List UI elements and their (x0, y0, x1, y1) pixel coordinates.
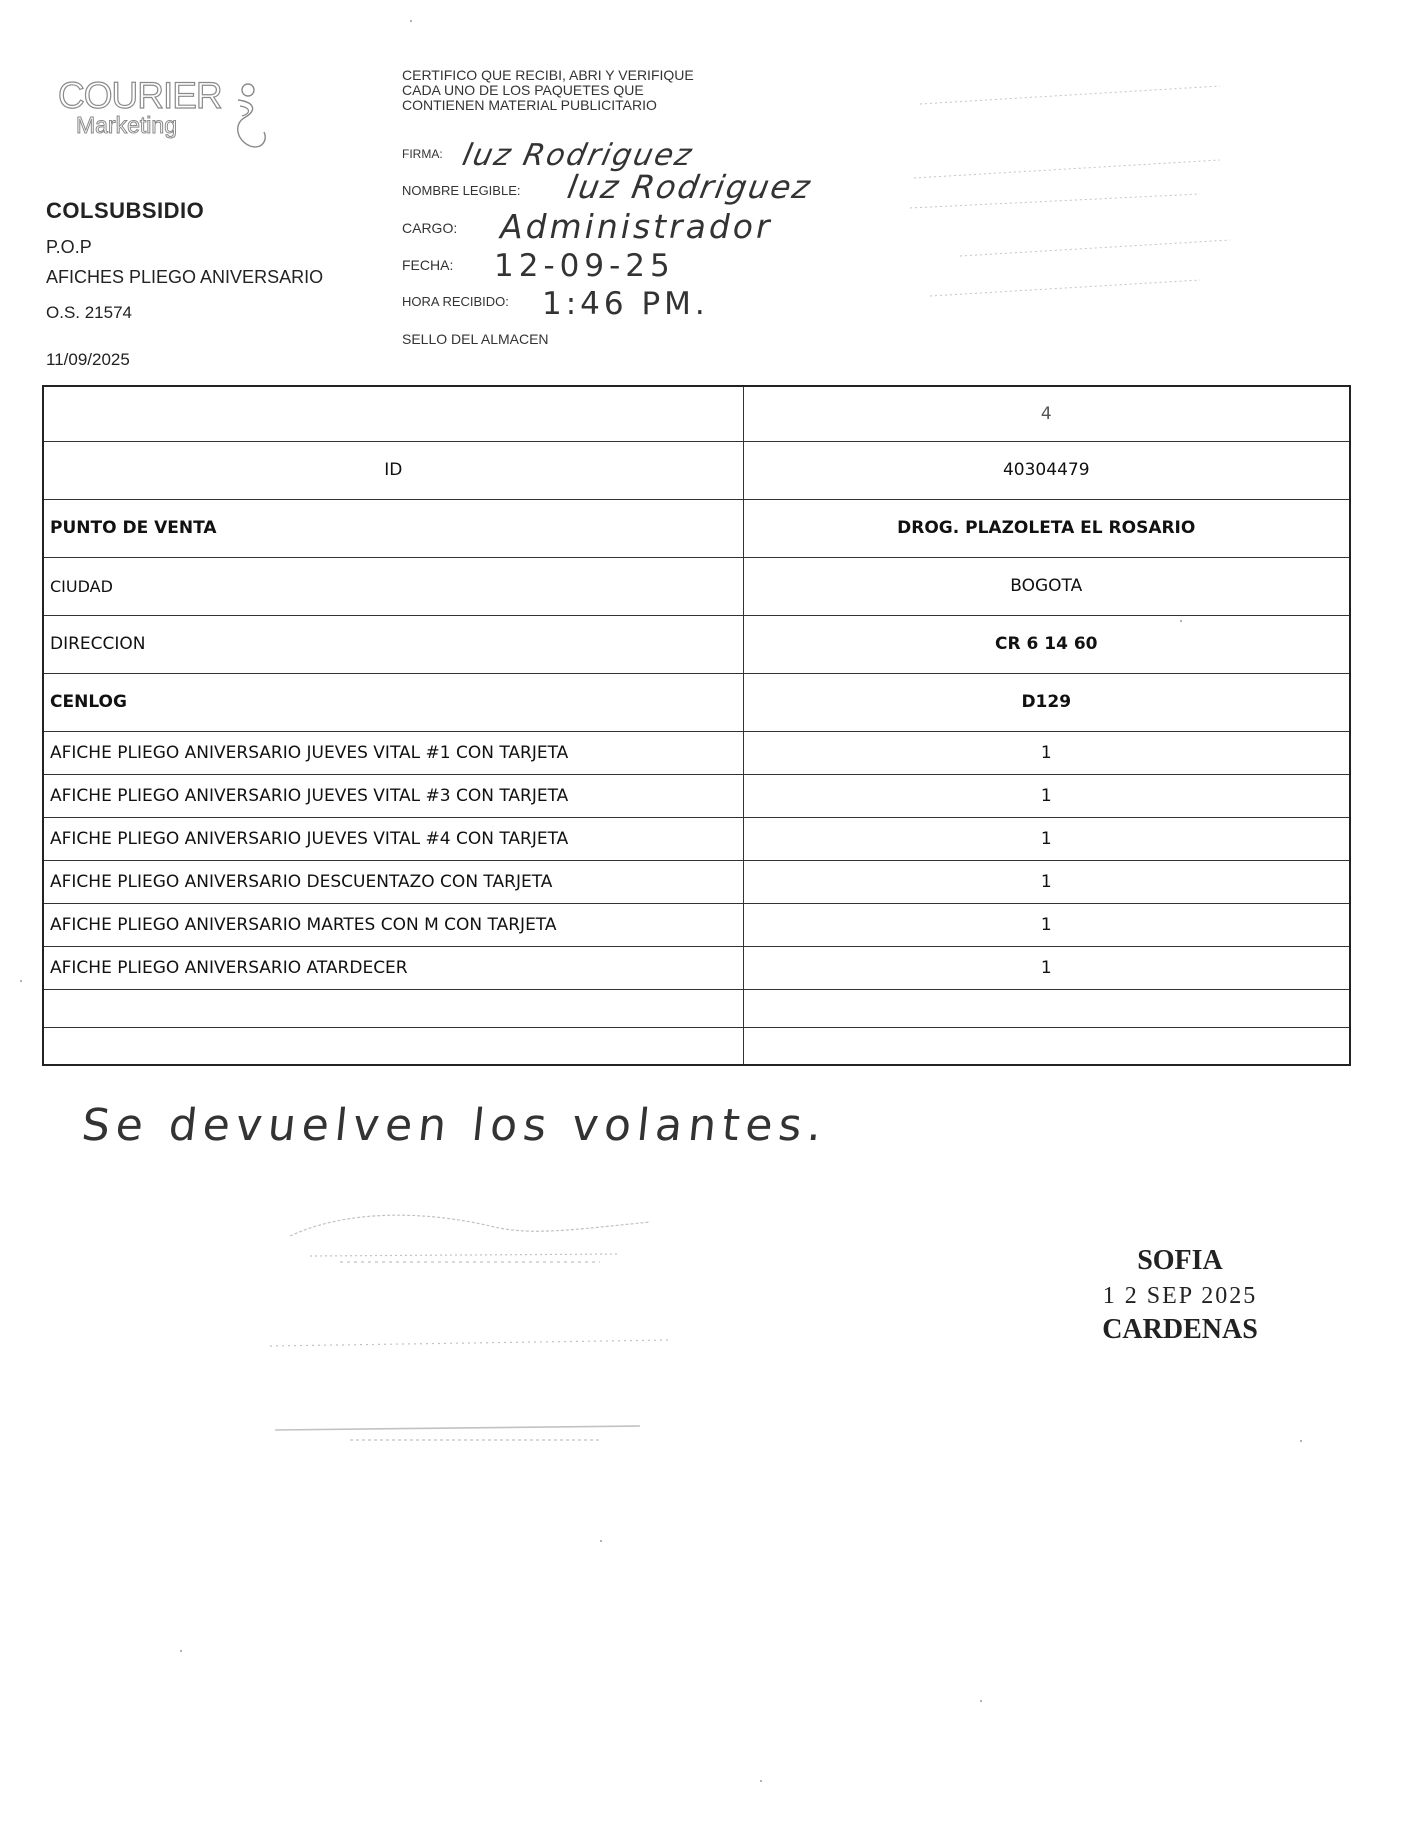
item-row (43, 817, 1350, 860)
table-row (43, 557, 1350, 615)
table-row (43, 673, 1350, 731)
table-cell (43, 1027, 743, 1065)
receiver-stamp (1080, 1245, 1280, 1346)
empty-row (43, 989, 1350, 1027)
item-qty: 1 (743, 817, 1350, 860)
delivery-table (42, 385, 1351, 1066)
faded-store-stamp (900, 70, 1230, 300)
field-label: DIRECCION (43, 615, 743, 673)
table-cell (743, 989, 1350, 1027)
certificate-line: CONTIENEN MATERIAL PUBLICITARIO (402, 97, 657, 113)
table-row (43, 615, 1350, 673)
certificate-statement (402, 68, 782, 113)
courier-marketing-logo (58, 75, 268, 158)
nombre-label: NOMBRE LEGIBLE: (402, 183, 521, 198)
handwritten-signature: luz Rodriguez (459, 138, 697, 173)
empty-row (43, 1027, 1350, 1065)
handwritten-time: 1:46 PM. (542, 286, 709, 322)
item-row (43, 860, 1350, 903)
table-row (43, 441, 1350, 499)
item-qty: 1 (743, 946, 1350, 989)
stamp-last-name: CARDENAS (1102, 1314, 1258, 1345)
table-cell (743, 1027, 1350, 1065)
document-type: P.O.P (46, 237, 92, 257)
hora-label: HORA RECIBIDO: (402, 294, 509, 309)
sello-label: SELLO DEL ALMACEN (402, 331, 549, 347)
item-label: AFICHE PLIEGO ANIVERSARIO MARTES CON M CON TARJETA (43, 903, 743, 946)
field-value: D129 (743, 673, 1350, 731)
id-label: ID (43, 441, 743, 499)
table-header-row (43, 386, 1350, 441)
field-value: DROG. PLAZOLETA EL ROSARIO (743, 499, 1350, 557)
field-value: CR 6 14 60 (743, 615, 1350, 673)
handwritten-date: 12-09-25 (494, 248, 675, 284)
field-label: CENLOG (43, 673, 743, 731)
item-label: AFICHE PLIEGO ANIVERSARIO DESCUENTAZO CON TARJETA (43, 860, 743, 903)
stamp-date: 1 2 SEP 2025 (1102, 1283, 1258, 1309)
handwritten-note: Se devuelven los volantes. (79, 1100, 831, 1151)
logo-line2: Marketing (76, 112, 177, 138)
item-row (43, 903, 1350, 946)
field-label: PUNTO DE VENTA (43, 499, 743, 557)
item-qty: 1 (743, 731, 1350, 774)
item-label: AFICHE PLIEGO ANIVERSARIO ATARDECER (43, 946, 743, 989)
firma-label: FIRMA: (402, 147, 443, 161)
certificate-line: CADA UNO DE LOS PAQUETES QUE (402, 82, 644, 98)
id-value: 40304479 (743, 441, 1350, 499)
handwritten-name: luz Rodriguez (564, 168, 815, 206)
item-qty: 1 (743, 860, 1350, 903)
table-cell (43, 386, 743, 441)
item-label: AFICHE PLIEGO ANIVERSARIO JUEVES VITAL #4 CON TARJETA (43, 817, 743, 860)
document-date: 11/09/2025 (46, 350, 130, 369)
table-cell (43, 989, 743, 1027)
table-row (43, 499, 1350, 557)
faded-company-stamp (270, 1200, 670, 1460)
client-name: COLSUBSIDIO (46, 198, 205, 223)
item-row (43, 946, 1350, 989)
logo-line1: COURIER (58, 75, 222, 116)
item-row (43, 731, 1350, 774)
item-label: AFICHE PLIEGO ANIVERSARIO JUEVES VITAL #1 CON TARJETA (43, 731, 743, 774)
item-label: AFICHE PLIEGO ANIVERSARIO JUEVES VITAL #3 CON TARJETA (43, 774, 743, 817)
campaign-name: AFICHES PLIEGO ANIVERSARIO (46, 267, 324, 287)
header-value: 4 (743, 386, 1350, 441)
item-qty: 1 (743, 903, 1350, 946)
fecha-label: FECHA: (402, 257, 454, 273)
field-label: CIUDAD (43, 557, 743, 615)
handwritten-position: Administrador (500, 207, 773, 246)
field-value: BOGOTA (743, 557, 1350, 615)
logo-figure-icon (228, 80, 272, 156)
item-qty: 1 (743, 774, 1350, 817)
stamp-first-name: SOFIA (1137, 1245, 1223, 1276)
cargo-label: CARGO: (402, 220, 458, 236)
order-number: O.S. 21574 (46, 303, 133, 322)
item-row (43, 774, 1350, 817)
certificate-line: CERTIFICO QUE RECIBI, ABRI Y VERIFIQUE (402, 67, 694, 83)
